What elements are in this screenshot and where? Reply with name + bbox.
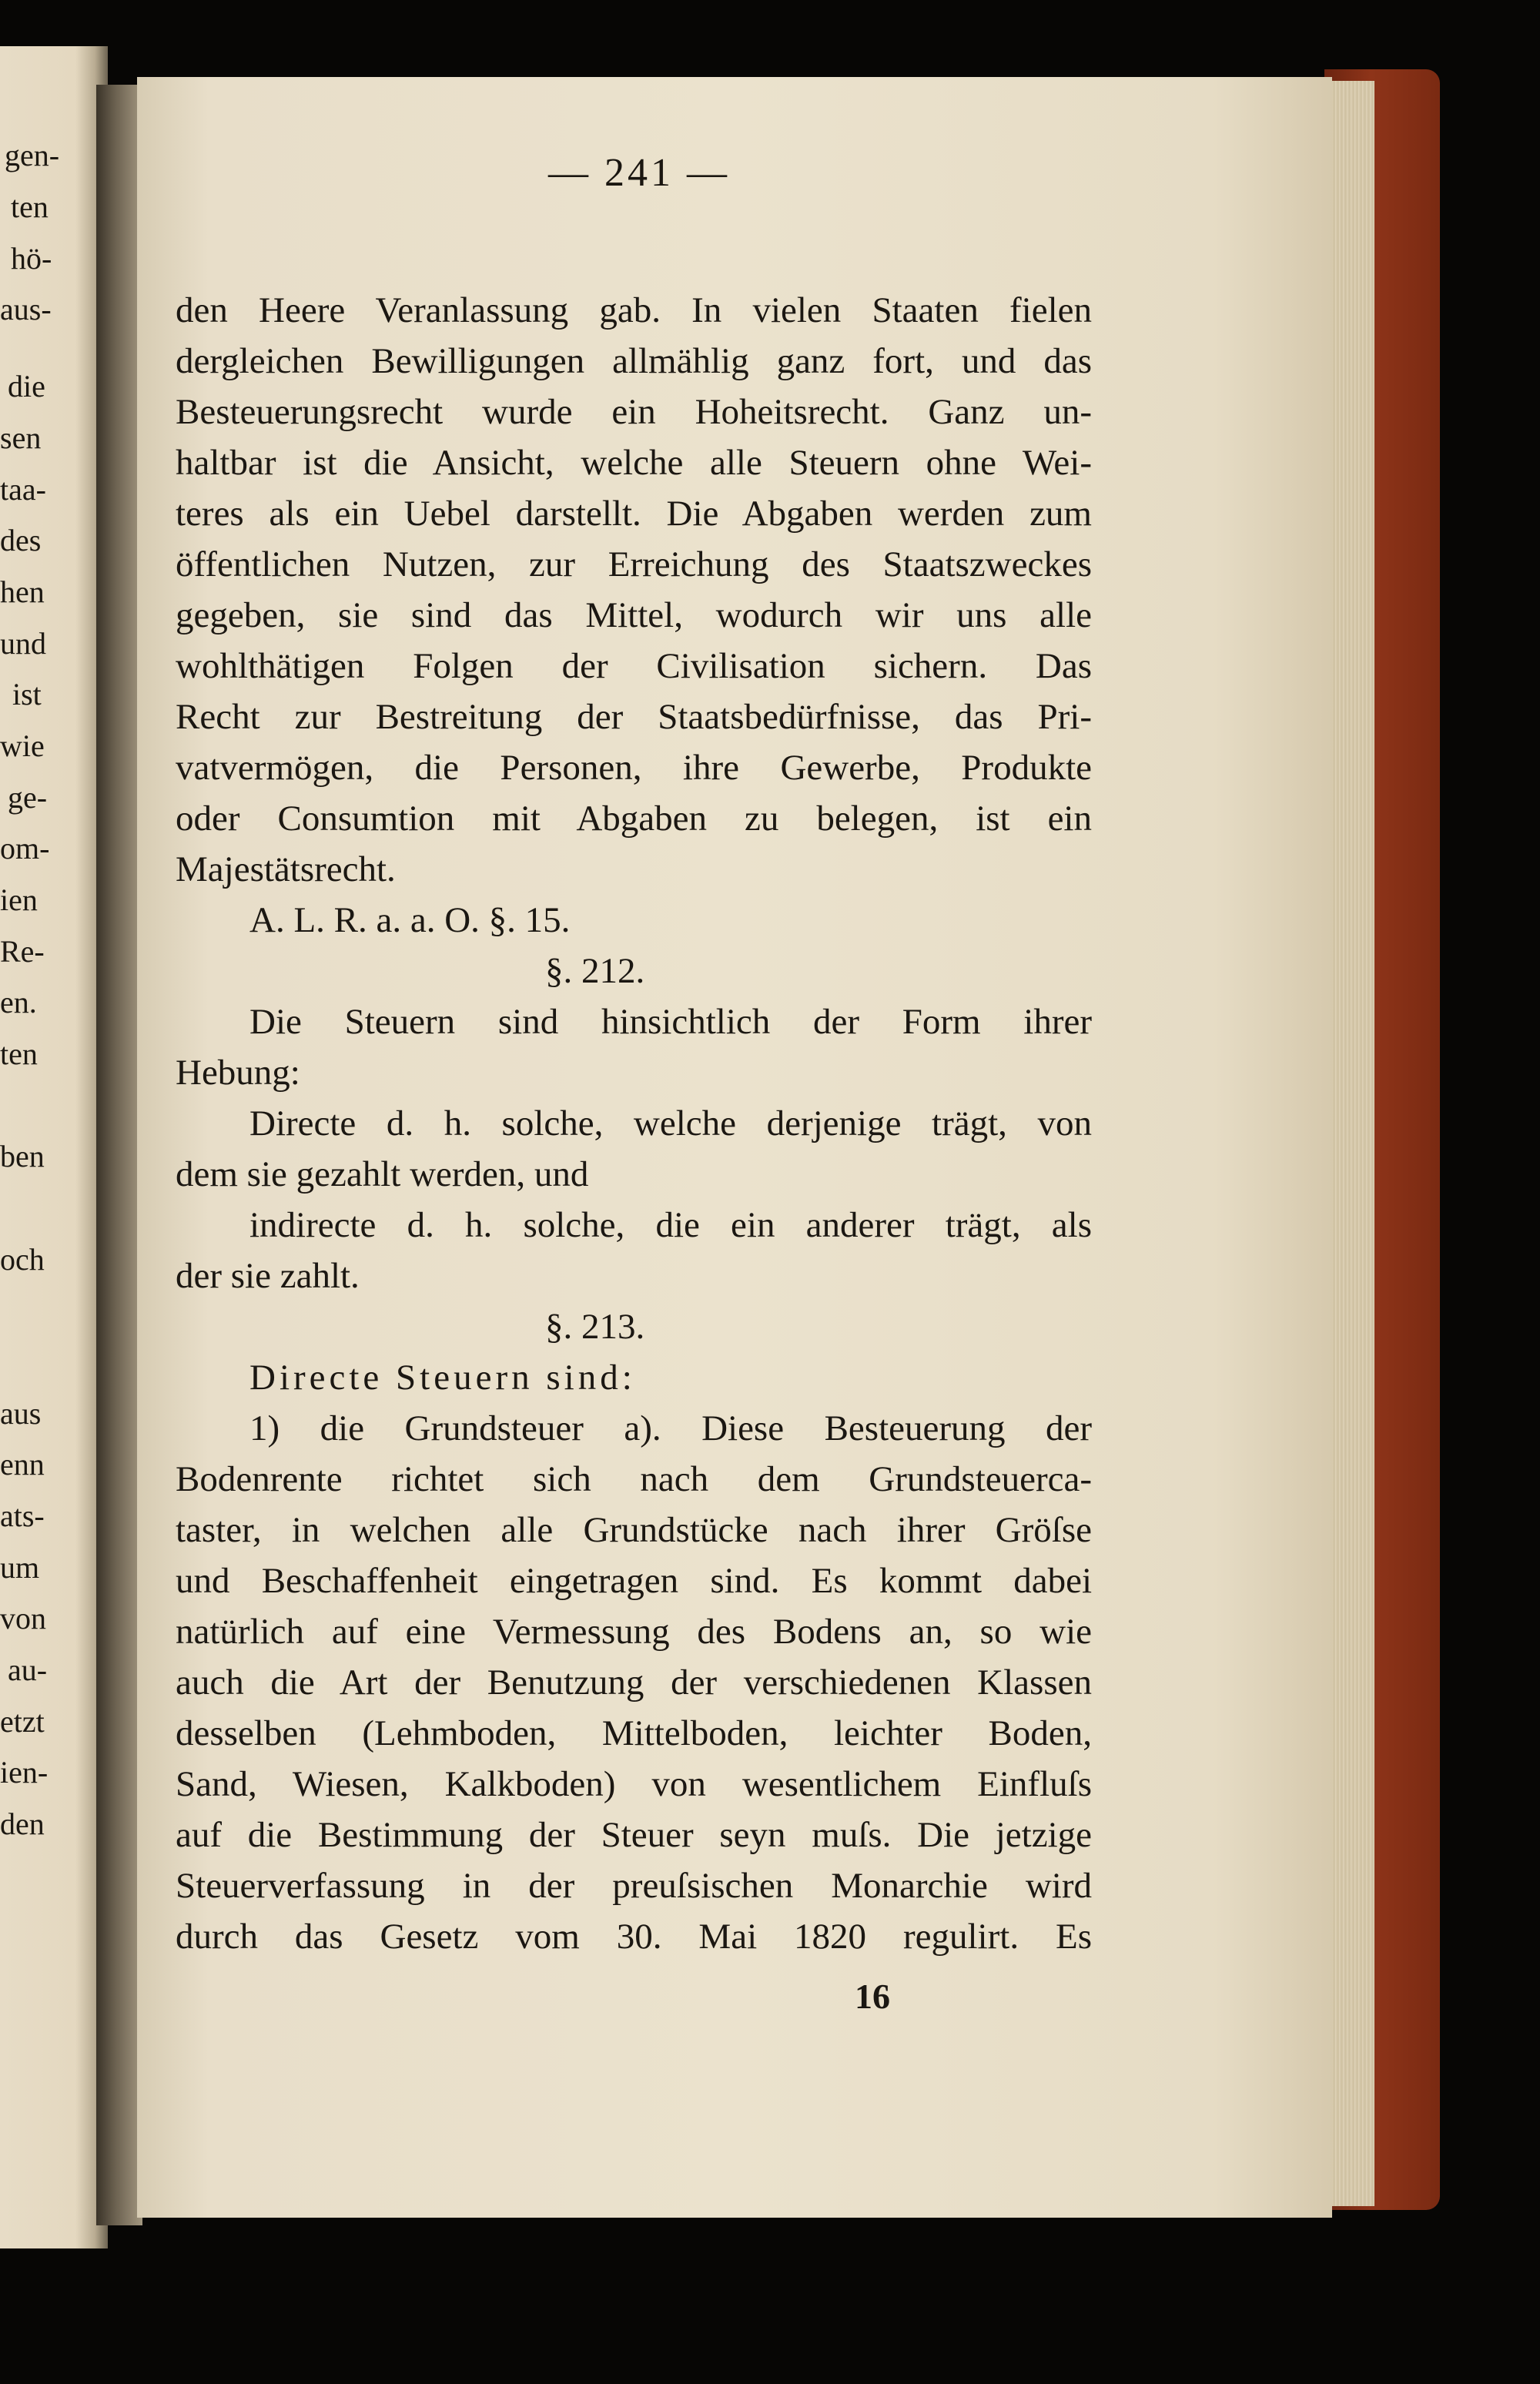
left-page-fragment: aus- [0, 292, 52, 326]
text-line: dem sie gezahlt werden, und [176, 1154, 589, 1194]
text-line: Bodenrente richtet sich nach dem Grundsteuerca- [176, 1459, 1092, 1499]
text-line: 1) die Grundsteuer a). Diese Besteuerung der [249, 1408, 1092, 1448]
left-page-fragment: wie [0, 728, 45, 763]
text-line: natürlich auf eine Vermessung des Bodens an, so wie [176, 1612, 1092, 1652]
text-line: der sie zahlt. [176, 1256, 360, 1296]
text-line: Die Steuern sind hinsichtlich der Form ihrer [249, 1002, 1092, 1042]
left-page-fragment: von [0, 1601, 46, 1636]
text-line: vatvermögen, die Personen, ihre Gewerbe, Produkte [176, 748, 1092, 788]
text-line: taster, in welchen alle Grundstücke nach ihrer Gröſse [176, 1510, 1092, 1550]
text-line: Sand, Wiesen, Kalkboden) von wesentlichem Einfluſs [176, 1764, 1092, 1804]
left-page-fragment: Re- [0, 934, 45, 969]
left-page-fragment: au- [8, 1652, 48, 1687]
page-text [176, 285, 1092, 1962]
text-line: Steuerverfassung in der preuſsischen Monarchie wird [176, 1866, 1092, 1906]
left-page-fragment: ten [11, 189, 49, 224]
left-page-fragment: en. [0, 985, 37, 1020]
left-page-fragment: die [8, 369, 45, 403]
text-line: Recht zur Bestreitung der Staatsbedürfnisse, das Pri- [176, 697, 1092, 737]
text-line: desselben (Lehmboden, Mittelboden, leichter Boden, [176, 1713, 1092, 1753]
left-page-fragment: sen [0, 420, 42, 455]
text-line: haltbar ist die Ansicht, welche alle Steuern ohne Wei- [176, 443, 1092, 483]
left-page-fragment: ats- [0, 1498, 45, 1533]
left-page-fragment: aus [0, 1396, 42, 1431]
left-page-fragment: ben [0, 1139, 45, 1174]
text-line: Hebung: [176, 1053, 300, 1093]
page-block-edge [1328, 81, 1374, 2206]
left-page-fragment: enn [0, 1447, 45, 1482]
left-page-fragment: hö- [11, 241, 52, 276]
text-line: Majestätsrecht. [176, 849, 396, 889]
left-page-fragment: des [0, 523, 42, 557]
left-page-fragment: taa- [0, 472, 46, 507]
text-line: und Beschaffenheit eingetragen sind. Es kommt dabei [176, 1561, 1092, 1601]
left-page-fragment: etzt [0, 1704, 45, 1739]
text-line: oder Consumtion mit Abgaben zu belegen, ist ein [176, 799, 1092, 839]
text-line: durch das Gesetz vom 30. Mai 1820 regulirt. Es [176, 1917, 1092, 1957]
signature-mark: 16 [855, 1977, 890, 2016]
book-gutter [96, 85, 142, 2225]
page-number: — 241 — [548, 151, 730, 195]
left-page-fragment: den [0, 1806, 45, 1841]
text-line: teres als ein Uebel darstellt. Die Abgaben werden zum [176, 494, 1092, 534]
left-page-fragment: ien- [0, 1755, 49, 1790]
left-page-fragment: gen- [5, 138, 60, 172]
text-line: den Heere Veranlassung gab. In vielen Staaten fielen [176, 290, 1092, 330]
citation-line: A. L. R. a. a. O. §. 15. [249, 900, 571, 940]
section-heading: §. 212. [545, 951, 645, 991]
left-page-fragment: ten [0, 1036, 38, 1071]
text-line: Besteuerungsrecht wurde ein Hoheitsrecht. Ganz un- [176, 392, 1092, 432]
text-line: auch die Art der Benutzung der verschiedenen Klassen [176, 1662, 1092, 1703]
text-line: gegeben, sie sind das Mittel, wodurch wir uns alle [176, 595, 1092, 635]
left-page-fragment: und [0, 626, 46, 661]
text-line: wohlthätigen Folgen der Civilisation sichern. Das [176, 646, 1092, 686]
left-page-fragment: ge- [8, 780, 48, 815]
left-page-fragment: om- [0, 831, 50, 866]
left-page-margin [0, 46, 108, 2248]
left-page-fragment: ien [0, 882, 38, 917]
left-page-fragment: um [0, 1550, 40, 1585]
text-line: indirecte d. h. solche, die ein anderer trägt, als [249, 1205, 1092, 1245]
left-page-fragment: ist [12, 677, 42, 712]
left-page-fragment: och [0, 1242, 45, 1277]
text-line: öffentlichen Nutzen, zur Erreichung des Staatszweckes [176, 544, 1092, 584]
text-line: Directe Steuern sind: [249, 1358, 636, 1398]
text-line: auf die Bestimmung der Steuer seyn muſs. Die jetzige [176, 1815, 1092, 1855]
section-heading: §. 213. [545, 1307, 645, 1347]
text-line: dergleichen Bewilligungen allmählig ganz fort, und das [176, 341, 1092, 381]
text-line: Directe d. h. solche, welche derjenige trägt, von [249, 1103, 1092, 1143]
left-page-fragment: hen [0, 574, 45, 609]
